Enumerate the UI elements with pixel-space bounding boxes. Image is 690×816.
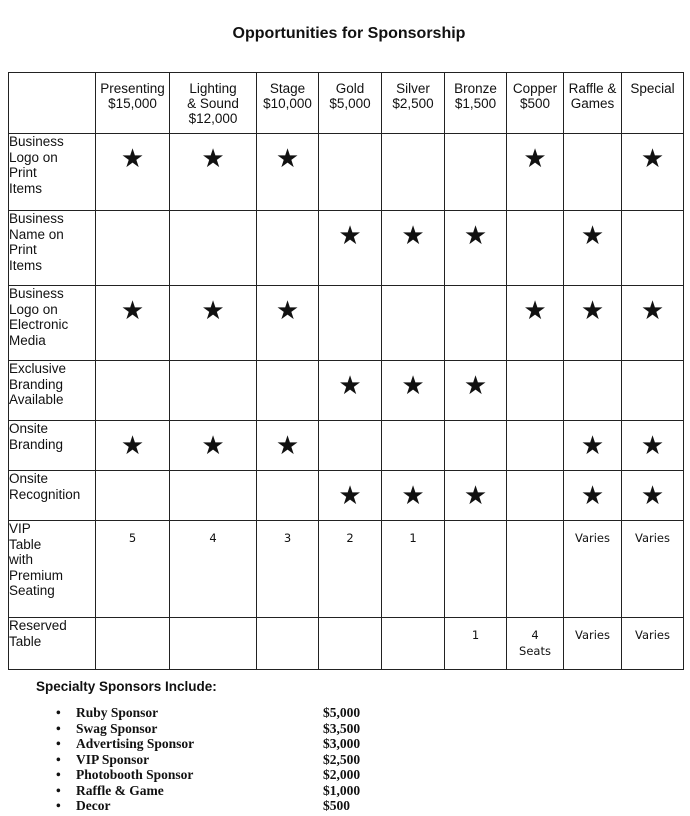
- cell-value: Varies: [574, 531, 610, 545]
- table-cell: [622, 134, 684, 211]
- cell-value: Varies: [634, 628, 670, 642]
- table-cell: [170, 421, 257, 471]
- table-cell: [382, 361, 445, 421]
- column-header: Lighting & Sound $12,000: [170, 73, 257, 134]
- star-icon: ★: [523, 144, 547, 174]
- table-cell: [319, 134, 382, 211]
- table-cell: [319, 471, 382, 521]
- row-label: Onsite Recognition: [9, 471, 96, 521]
- table-cell: [170, 211, 257, 286]
- table-cell: [445, 134, 507, 211]
- table-cell: [382, 134, 445, 211]
- row-label: Business Logo on Electronic Media: [9, 286, 96, 361]
- list-item: [36, 767, 361, 783]
- row-label: Onsite Branding: [9, 421, 96, 471]
- corner-cell: [9, 73, 96, 134]
- sponsor-price: $3,000: [323, 736, 361, 751]
- table-cell: [622, 421, 684, 471]
- table-cell: [170, 134, 257, 211]
- list-item: [36, 705, 361, 721]
- bullet-icon: •: [56, 767, 61, 782]
- table-cell: [170, 471, 257, 521]
- table-cell: [382, 521, 445, 618]
- bullet-icon: •: [56, 782, 61, 798]
- cell-value: 5: [128, 531, 137, 545]
- table-cell: [564, 134, 622, 211]
- table-cell: [445, 211, 507, 286]
- table-cell: [507, 521, 564, 618]
- sponsor-name: VIP Sponsor: [76, 751, 150, 767]
- row-label: Reserved Table: [9, 618, 96, 670]
- table-cell: [319, 286, 382, 361]
- specialty-list: [36, 705, 361, 814]
- table-cell: [622, 521, 684, 618]
- table-cell: [622, 471, 684, 521]
- table-cell: [564, 361, 622, 421]
- star-icon: ★: [640, 296, 665, 326]
- table-cell: [564, 211, 622, 286]
- star-icon: ★: [640, 144, 665, 174]
- list-item: [36, 751, 361, 768]
- row-label: Business Logo on Print Items: [9, 134, 96, 211]
- table-cell: [445, 421, 507, 471]
- cell-value: 4 Seats: [519, 628, 551, 658]
- table-cell: [170, 361, 257, 421]
- star-icon: ★: [463, 371, 488, 401]
- table-cell: [622, 286, 684, 361]
- sponsor-price: $2,500: [323, 751, 361, 767]
- star-icon: ★: [275, 144, 300, 174]
- star-icon: ★: [401, 481, 425, 511]
- table-cell: [445, 521, 507, 618]
- table-cell: [445, 471, 507, 521]
- header-row: [9, 73, 684, 134]
- star-icon: ★: [640, 481, 665, 511]
- column-header: Presenting $15,000: [96, 73, 170, 134]
- bullet-icon: •: [56, 705, 61, 720]
- table-cell: [622, 211, 684, 286]
- table-cell: [319, 421, 382, 471]
- table-cell: [319, 211, 382, 286]
- table-cell: [382, 211, 445, 286]
- table-cell: [507, 286, 564, 361]
- table-cell: [257, 618, 319, 670]
- column-header: Stage $10,000: [257, 73, 319, 134]
- table-cell: [257, 134, 319, 211]
- table-row: [9, 471, 684, 521]
- sponsor-price: $500: [323, 798, 350, 813]
- star-icon: ★: [640, 431, 665, 461]
- star-icon: ★: [401, 221, 425, 251]
- column-header: Copper $500: [507, 73, 564, 134]
- bullet-icon: •: [56, 751, 61, 767]
- table-cell: [96, 286, 170, 361]
- table-row: [9, 211, 684, 286]
- table-cell: [257, 361, 319, 421]
- star-icon: ★: [401, 371, 425, 401]
- star-icon: ★: [201, 431, 225, 461]
- page-title: Opportunities for Sponsorship: [232, 25, 466, 42]
- table-cell: [257, 471, 319, 521]
- table-row: [9, 521, 684, 618]
- sponsor-price: $1,000: [323, 782, 361, 798]
- sponsor-name: Advertising Sponsor: [76, 736, 195, 751]
- table-cell: [170, 286, 257, 361]
- table-cell: [170, 618, 257, 670]
- table-cell: [319, 618, 382, 670]
- star-icon: ★: [338, 371, 362, 401]
- star-icon: ★: [580, 221, 605, 251]
- star-icon: ★: [120, 431, 145, 461]
- cell-value: Varies: [574, 628, 610, 642]
- column-header: Silver $2,500: [382, 73, 445, 134]
- star-icon: ★: [338, 481, 362, 511]
- table-cell: [96, 361, 170, 421]
- row-label: VIP Table with Premium Seating: [9, 521, 96, 618]
- list-item: [36, 782, 361, 799]
- row-label: Business Name on Print Items: [9, 211, 96, 286]
- row-label: Exclusive Branding Available: [9, 361, 96, 421]
- table-cell: [445, 361, 507, 421]
- table-cell: [257, 421, 319, 471]
- table-cell: [507, 134, 564, 211]
- column-header: Raffle & Games: [564, 73, 622, 134]
- bullet-icon: •: [56, 798, 61, 813]
- list-item: [36, 798, 350, 814]
- star-icon: ★: [338, 221, 362, 251]
- table-cell: [507, 211, 564, 286]
- table-cell: [564, 521, 622, 618]
- sponsor-price: $2,000: [323, 767, 361, 782]
- sponsor-price: $3,500: [323, 720, 361, 736]
- cell-value: 3: [283, 531, 292, 545]
- specialty-sponsors: [36, 679, 361, 814]
- sponsor-price: $5,000: [323, 705, 361, 720]
- table-row: [9, 286, 684, 361]
- table-row: [9, 361, 684, 421]
- table-cell: [170, 521, 257, 618]
- table-cell: [507, 421, 564, 471]
- bullet-icon: •: [56, 736, 61, 751]
- table-cell: [382, 286, 445, 361]
- sponsor-name: Swag Sponsor: [76, 720, 158, 736]
- table-cell: [507, 618, 564, 670]
- sponsor-name: Photobooth Sponsor: [76, 767, 194, 782]
- column-header: Bronze $1,500: [445, 73, 507, 134]
- specialty-heading: Specialty Sponsors Include:: [36, 679, 217, 694]
- table-cell: [507, 361, 564, 421]
- star-icon: ★: [463, 481, 488, 511]
- column-header: Gold $5,000: [319, 73, 382, 134]
- list-item: [36, 720, 361, 737]
- star-icon: ★: [580, 481, 605, 511]
- table-cell: [564, 618, 622, 670]
- sponsor-name: Decor: [76, 798, 111, 813]
- star-icon: ★: [580, 296, 605, 326]
- star-icon: ★: [580, 431, 605, 461]
- table-cell: [96, 521, 170, 618]
- cell-value: Varies: [634, 531, 670, 545]
- sponsor-name: Raffle & Game: [76, 782, 164, 798]
- star-icon: ★: [120, 296, 145, 326]
- table-cell: [622, 361, 684, 421]
- table-cell: [257, 211, 319, 286]
- table-cell: [96, 471, 170, 521]
- table-cell: [382, 421, 445, 471]
- table-cell: [445, 286, 507, 361]
- table-cell: [564, 421, 622, 471]
- table-cell: [257, 286, 319, 361]
- table-cell: [96, 421, 170, 471]
- cell-value: 1: [409, 531, 417, 545]
- table-cell: [96, 618, 170, 670]
- star-icon: ★: [120, 144, 145, 174]
- column-header: Special: [622, 73, 684, 134]
- sponsor-name: Ruby Sponsor: [76, 705, 159, 720]
- table-row: [9, 134, 684, 211]
- star-icon: ★: [201, 144, 225, 174]
- bullet-icon: •: [56, 720, 61, 736]
- sponsorship-table: [8, 72, 684, 670]
- star-icon: ★: [201, 296, 225, 326]
- cell-value: 1: [471, 628, 480, 642]
- table-cell: [564, 471, 622, 521]
- table-cell: [507, 471, 564, 521]
- cell-value: 4: [209, 531, 217, 545]
- star-icon: ★: [523, 296, 547, 326]
- star-icon: ★: [275, 296, 300, 326]
- table-cell: [96, 211, 170, 286]
- table-cell: [319, 361, 382, 421]
- cell-value: 2: [346, 531, 354, 545]
- table-cell: [382, 471, 445, 521]
- table-cell: [319, 521, 382, 618]
- table-cell: [445, 618, 507, 670]
- table-cell: [622, 618, 684, 670]
- list-item: [36, 736, 361, 752]
- table-cell: [257, 521, 319, 618]
- table-row: [9, 618, 684, 670]
- table-row: [9, 421, 684, 471]
- table-cell: [96, 134, 170, 211]
- table-cell: [564, 286, 622, 361]
- star-icon: ★: [275, 431, 300, 461]
- star-icon: ★: [463, 221, 488, 251]
- table-cell: [382, 618, 445, 670]
